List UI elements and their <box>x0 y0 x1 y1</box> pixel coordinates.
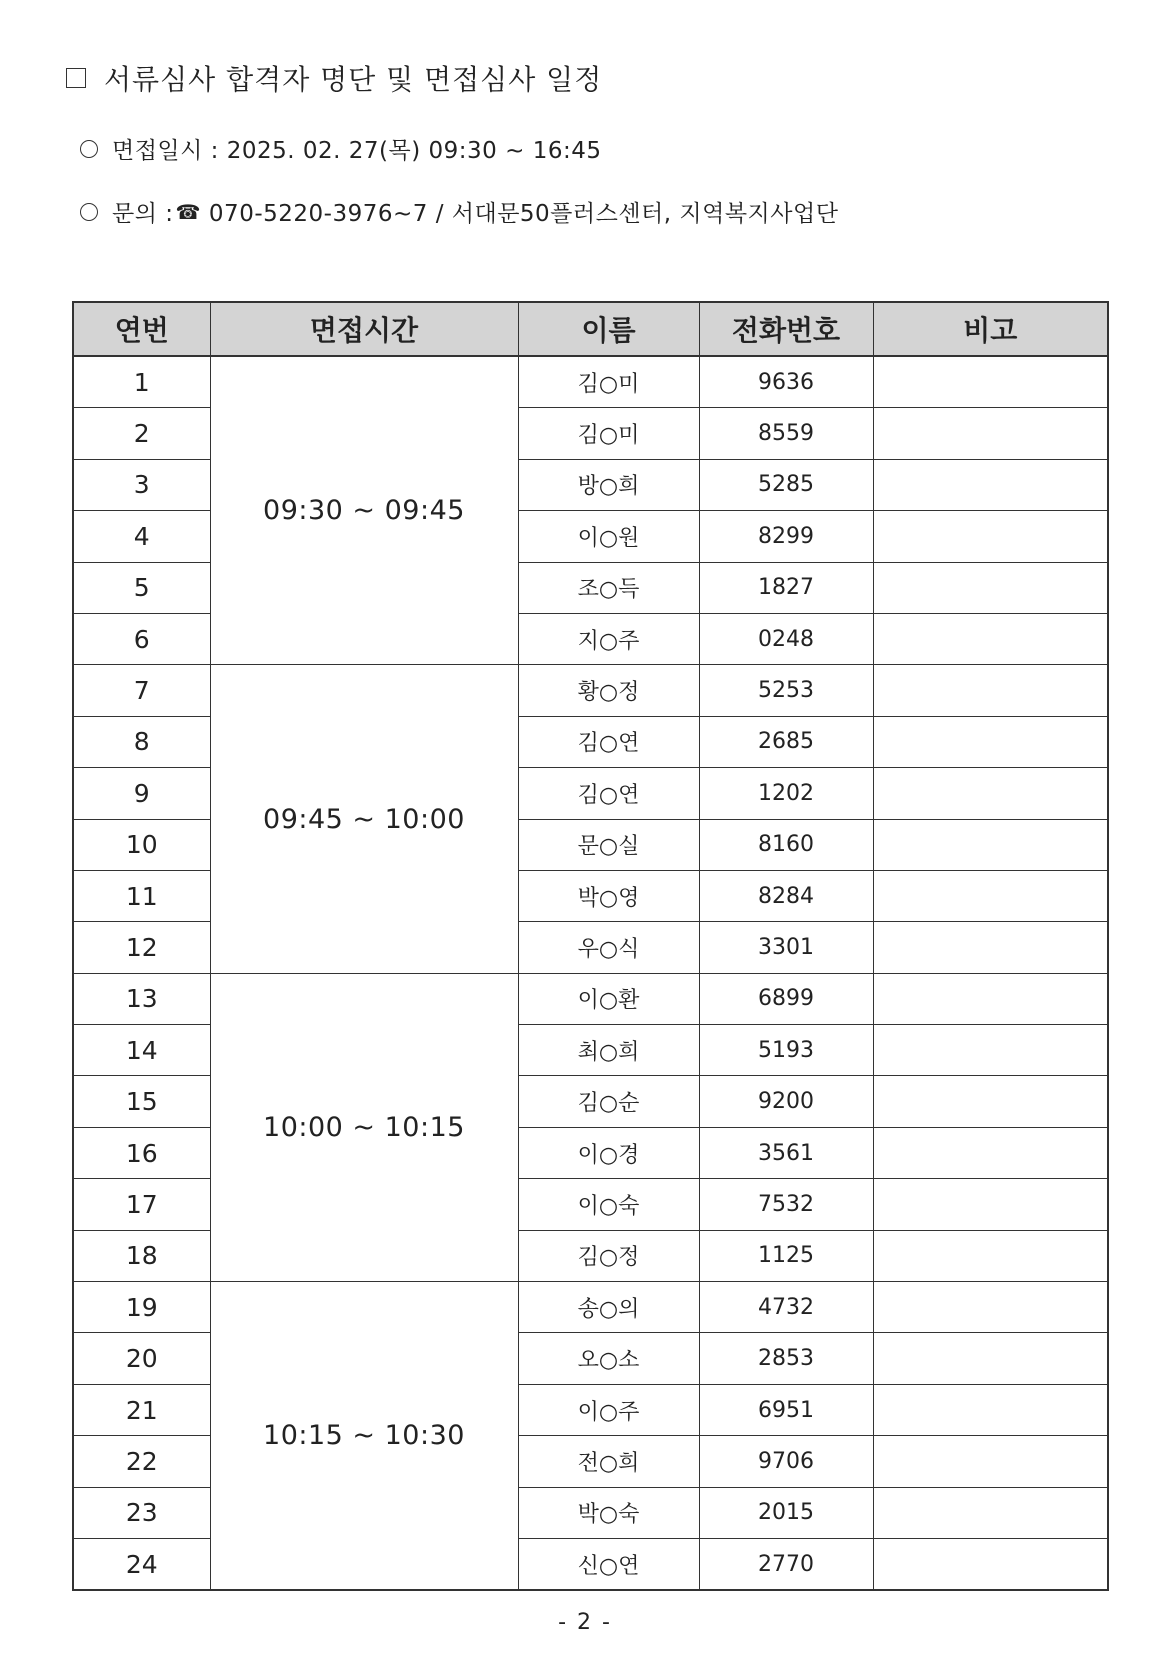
cell-note <box>873 613 1108 664</box>
cell-name: 김○순 <box>518 1076 699 1127</box>
cell-name: 이○숙 <box>518 1179 699 1230</box>
interview-date-line <box>80 132 602 165</box>
cell-phone: 5285 <box>699 459 873 510</box>
table-row <box>73 356 1108 408</box>
cell-note <box>873 1487 1108 1538</box>
cell-no: 3 <box>73 459 210 510</box>
cell-name: 최○희 <box>518 1025 699 1076</box>
cell-phone: 0248 <box>699 613 873 664</box>
cell-interview-time: 09:45 ~ 10:00 <box>210 665 518 973</box>
cell-note <box>873 1025 1108 1076</box>
cell-no: 2 <box>73 408 210 459</box>
cell-note <box>873 459 1108 510</box>
cell-name: 오○소 <box>518 1333 699 1384</box>
cell-no: 14 <box>73 1025 210 1076</box>
cell-no: 20 <box>73 1333 210 1384</box>
cell-name: 황○정 <box>518 665 699 716</box>
cell-phone: 6899 <box>699 973 873 1024</box>
cell-name: 김○연 <box>518 716 699 767</box>
cell-no: 12 <box>73 922 210 973</box>
cell-interview-time: 10:00 ~ 10:15 <box>210 973 518 1281</box>
cell-note <box>873 356 1108 408</box>
cell-note <box>873 511 1108 562</box>
cell-no: 23 <box>73 1487 210 1538</box>
cell-phone: 1202 <box>699 768 873 819</box>
cell-phone: 6951 <box>699 1384 873 1435</box>
table-row <box>73 973 1108 1024</box>
cell-note <box>873 1179 1108 1230</box>
cell-phone: 2770 <box>699 1538 873 1590</box>
cell-note <box>873 1538 1108 1590</box>
cell-phone: 8559 <box>699 408 873 459</box>
contact-label: 문의 : <box>112 201 174 227</box>
cell-no: 9 <box>73 768 210 819</box>
cell-name: 지○주 <box>518 613 699 664</box>
interview-schedule-table <box>72 301 1109 1591</box>
cell-name: 김○미 <box>518 408 699 459</box>
section-heading <box>66 58 602 98</box>
cell-phone: 7532 <box>699 1179 873 1230</box>
cell-no: 7 <box>73 665 210 716</box>
cell-note <box>873 973 1108 1024</box>
cell-name: 방○희 <box>518 459 699 510</box>
cell-no: 16 <box>73 1127 210 1178</box>
cell-phone: 3301 <box>699 922 873 973</box>
cell-phone: 5253 <box>699 665 873 716</box>
header-no: 연번 <box>73 302 210 356</box>
circle-bullet-icon <box>80 140 98 158</box>
cell-phone: 8284 <box>699 870 873 921</box>
cell-note <box>873 870 1108 921</box>
square-bullet-icon <box>66 68 86 88</box>
cell-note <box>873 1076 1108 1127</box>
circle-bullet-icon <box>80 203 98 221</box>
contact-line <box>80 195 838 228</box>
phone-icon: ☎ <box>175 199 201 224</box>
cell-no: 10 <box>73 819 210 870</box>
header-note: 비고 <box>873 302 1108 356</box>
table-body <box>73 356 1108 1590</box>
table-header-row <box>73 302 1108 356</box>
cell-no: 24 <box>73 1538 210 1590</box>
cell-name: 신○연 <box>518 1538 699 1590</box>
cell-note <box>873 665 1108 716</box>
section-heading-text: 서류심사 합격자 명단 및 면접심사 일정 <box>104 63 603 96</box>
cell-no: 5 <box>73 562 210 613</box>
cell-note <box>873 1230 1108 1281</box>
cell-phone: 8299 <box>699 511 873 562</box>
cell-note <box>873 819 1108 870</box>
cell-interview-time: 09:30 ~ 09:45 <box>210 356 518 665</box>
cell-phone: 2853 <box>699 1333 873 1384</box>
cell-no: 19 <box>73 1282 210 1333</box>
contact-detail: 070-5220-3976~7 / 서대문50플러스센터, 지역복지사업단 <box>208 201 839 227</box>
header-time: 면접시간 <box>210 302 518 356</box>
cell-note <box>873 1282 1108 1333</box>
cell-note <box>873 922 1108 973</box>
cell-name: 김○미 <box>518 356 699 408</box>
cell-note <box>873 716 1108 767</box>
cell-no: 11 <box>73 870 210 921</box>
cell-no: 8 <box>73 716 210 767</box>
cell-name: 전○희 <box>518 1436 699 1487</box>
cell-name: 박○영 <box>518 870 699 921</box>
cell-phone: 5193 <box>699 1025 873 1076</box>
cell-phone: 9706 <box>699 1436 873 1487</box>
cell-no: 17 <box>73 1179 210 1230</box>
cell-no: 21 <box>73 1384 210 1435</box>
cell-no: 18 <box>73 1230 210 1281</box>
interview-date-text: 면접일시 : 2025. 02. 27(목) 09:30 ~ 16:45 <box>112 138 602 164</box>
cell-note <box>873 1127 1108 1178</box>
cell-note <box>873 562 1108 613</box>
cell-name: 우○식 <box>518 922 699 973</box>
cell-note <box>873 1436 1108 1487</box>
cell-no: 1 <box>73 356 210 408</box>
cell-no: 4 <box>73 511 210 562</box>
cell-name: 김○정 <box>518 1230 699 1281</box>
cell-name: 이○환 <box>518 973 699 1024</box>
cell-note <box>873 408 1108 459</box>
cell-phone: 9200 <box>699 1076 873 1127</box>
header-phone: 전화번호 <box>699 302 873 356</box>
cell-interview-time: 10:15 ~ 10:30 <box>210 1282 518 1591</box>
cell-note <box>873 1333 1108 1384</box>
cell-phone: 2685 <box>699 716 873 767</box>
cell-no: 22 <box>73 1436 210 1487</box>
cell-name: 김○연 <box>518 768 699 819</box>
cell-no: 6 <box>73 613 210 664</box>
cell-name: 이○원 <box>518 511 699 562</box>
header-name: 이름 <box>518 302 699 356</box>
cell-name: 문○실 <box>518 819 699 870</box>
cell-no: 15 <box>73 1076 210 1127</box>
cell-phone: 2015 <box>699 1487 873 1538</box>
cell-name: 송○의 <box>518 1282 699 1333</box>
table-row <box>73 1282 1108 1333</box>
cell-no: 13 <box>73 973 210 1024</box>
cell-phone: 9636 <box>699 356 873 408</box>
page-number: - 2 - <box>558 1610 612 1635</box>
cell-phone: 1125 <box>699 1230 873 1281</box>
cell-phone: 3561 <box>699 1127 873 1178</box>
cell-name: 이○경 <box>518 1127 699 1178</box>
cell-note <box>873 1384 1108 1435</box>
cell-phone: 4732 <box>699 1282 873 1333</box>
cell-name: 박○숙 <box>518 1487 699 1538</box>
cell-note <box>873 768 1108 819</box>
cell-phone: 1827 <box>699 562 873 613</box>
cell-name: 조○득 <box>518 562 699 613</box>
cell-phone: 8160 <box>699 819 873 870</box>
cell-name: 이○주 <box>518 1384 699 1435</box>
table-row <box>73 665 1108 716</box>
